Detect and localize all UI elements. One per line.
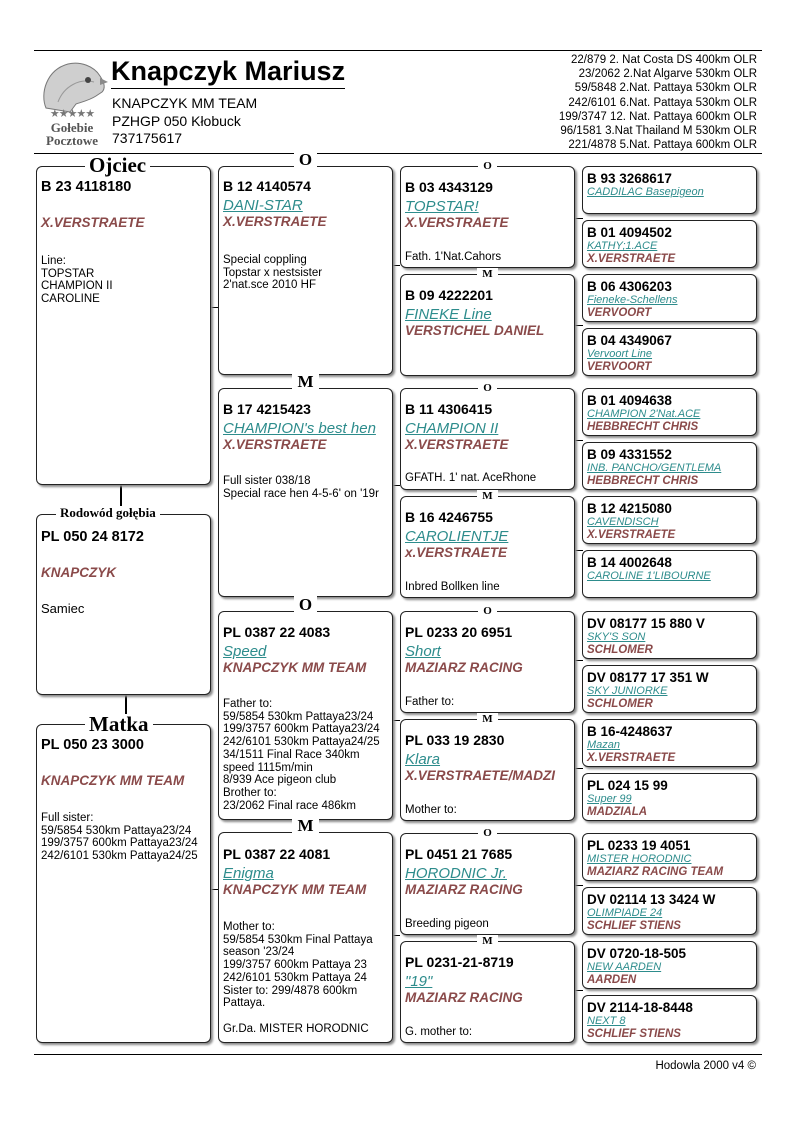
ancestor-name[interactable]: SKY JUNIORKE: [587, 685, 668, 697]
grandparent-note: Special coppling Topstar x nestsister 2'nat.sce 2010 HF: [223, 254, 323, 292]
ancestor-name[interactable]: Vervoort Line: [587, 348, 653, 360]
great-grandparent-ring: B 03 4343129: [405, 179, 493, 195]
ancestor-breeder: SCHLOMER: [587, 698, 653, 710]
ancestor-name[interactable]: NEW AARDEN: [587, 961, 662, 973]
father-label: Ojciec: [85, 155, 150, 176]
great-grandparent-breeder: X.VERSTRAETE/MADZI: [405, 768, 556, 783]
ancestor-name[interactable]: INB. PANCHO/GENTLEMA: [587, 462, 722, 474]
ancestor-name[interactable]: CAROLINE 1'LIBOURNE: [587, 570, 711, 582]
ancestor-ring: B 16-4248637: [587, 724, 673, 739]
connector-line: [574, 218, 583, 219]
connector-line: [574, 660, 583, 661]
grandparent-breeder: X.VERSTRAETE: [223, 437, 327, 452]
ancestor-card[interactable]: [582, 887, 757, 935]
great-grandparent-ring: B 16 4246755: [405, 509, 493, 525]
logo-text-line1: Gołebie: [50, 120, 94, 135]
connector-line: [574, 990, 583, 991]
ancestor-breeder: VERVOORT: [587, 307, 652, 319]
great-grandparent-name[interactable]: Short: [405, 643, 441, 660]
great-grandparent-note: Father to:: [405, 696, 455, 708]
ancestor-ring: B 01 4094502: [587, 225, 672, 240]
ancestor-ring: DV 02114 13 3424 W: [587, 892, 716, 907]
great-grandparent-name[interactable]: FINEKE Line: [405, 306, 492, 323]
great-grandparent-name[interactable]: CHAMPION II: [405, 420, 499, 437]
result-line: 59/5848 2.Nat. Pattaya 530km OLR: [574, 82, 757, 95]
ancestor-name[interactable]: MISTER HORODNIC: [587, 853, 692, 865]
grandparent-name[interactable]: Enigma: [223, 865, 274, 882]
great-grandparent-ring: B 09 4222201: [405, 287, 493, 303]
father-note: Line: TOPSTAR CHAMPION II CAROLINE: [41, 255, 113, 306]
great-grandparent-breeder: x.VERSTRAETE: [405, 545, 508, 560]
connector-line: [392, 720, 400, 721]
great-grandparent-note: Mother to:: [405, 804, 457, 816]
great-grandparent-card[interactable]: [400, 382, 575, 490]
logo-text-line2: Pocztowe: [46, 133, 98, 148]
ancestor-ring: DV 2114-18-8448: [587, 1000, 693, 1015]
ancestor-name[interactable]: Fieneke-Schellens: [587, 294, 678, 306]
ancestor-name[interactable]: Super 99: [587, 793, 632, 805]
results-list: [559, 53, 757, 152]
ancestor-card[interactable]: [582, 166, 757, 214]
great-grandparent-note: Inbred Bollken line: [405, 581, 500, 593]
phone-number: 737175617: [112, 130, 183, 146]
ancestor-ring: PL 0233 19 4051: [587, 838, 691, 853]
ancestor-ring: DV 0720-18-505: [587, 946, 687, 961]
ancestor-ring: B 93 3268617: [587, 171, 672, 186]
ancestor-name[interactable]: OLIMPIADE 24: [587, 907, 663, 919]
mother-label: Matka: [85, 714, 153, 735]
great-grandparent-card[interactable]: [400, 268, 575, 376]
ancestor-card[interactable]: [582, 220, 757, 268]
grandparent-card[interactable]: [218, 150, 393, 375]
ancestor-breeder: X.VERSTRAETE: [587, 752, 676, 764]
sex-label: M: [477, 935, 497, 947]
mother-card[interactable]: [36, 724, 211, 1043]
grandparent-card[interactable]: [218, 595, 393, 820]
great-grandparent-card[interactable]: [400, 935, 575, 1043]
subject-card[interactable]: [36, 514, 211, 695]
connector-line: [574, 885, 583, 886]
grandparent-note: Full sister 038/18 Special race hen 4-5-6' on '19r: [223, 475, 379, 500]
club-name: PZHGP 050 Kłobuck: [112, 113, 241, 129]
ancestor-card[interactable]: [582, 550, 757, 598]
grandparent-breeder: KNAPCZYK MM TEAM: [223, 882, 367, 897]
sex-label: O: [478, 605, 497, 617]
father-ring: B 23 4118180: [41, 179, 132, 195]
result-line: 96/1581 3.Nat Thailand M 530km OLR: [560, 125, 757, 138]
sex-label: M: [292, 372, 318, 391]
subject-breeder: KNAPCZYK: [41, 565, 117, 580]
ancestor-ring: B 06 4306203: [587, 279, 672, 294]
ancestor-ring: DV 08177 17 351 W: [587, 670, 709, 685]
great-grandparent-breeder: X.VERSTRAETE: [405, 215, 509, 230]
grandparent-name[interactable]: CHAMPION's best hen: [223, 420, 376, 437]
ancestor-name[interactable]: SKY'S SON: [587, 631, 646, 643]
connector-line: [574, 550, 583, 551]
ancestor-ring: DV 08177 15 880 V: [587, 616, 705, 631]
ancestor-card[interactable]: [582, 773, 757, 821]
sex-label: M: [477, 268, 497, 280]
connector-line: [574, 325, 583, 326]
great-grandparent-breeder: MAZIARZ RACING: [405, 990, 523, 1005]
ancestor-breeder: X.VERSTRAETE: [587, 253, 676, 265]
grandparent-ring: B 17 4215423: [223, 401, 311, 417]
subject-ring: PL 050 24 8172: [41, 529, 144, 545]
ancestor-breeder: HEBBRECHT CHRIS: [587, 421, 699, 433]
grandparent-ring: PL 0387 22 4081: [223, 846, 331, 862]
grandparent-note: Father to: 59/5854 530km Pattaya23/24 199/3757 600km Pattaya23/24 242/6101 530km Pattaya24/25 34/1511 Final Race 340km speed 1115m/min 8/939 Ace pigeon club Brother to: 23/2062 Final race 486km: [223, 698, 380, 812]
sex-label: O: [478, 827, 497, 839]
sex-label: O: [478, 382, 497, 394]
great-grandparent-breeder: MAZIARZ RACING: [405, 660, 523, 675]
connector-line: [392, 935, 400, 936]
connector-line: [574, 768, 583, 769]
ancestor-card[interactable]: [582, 665, 757, 713]
sex-label: M: [477, 490, 497, 502]
grandparent-name[interactable]: DANI-STAR: [223, 197, 303, 214]
great-grandparent-name[interactable]: Klara: [405, 751, 441, 768]
grandparent-ring: B 12 4140574: [223, 178, 311, 194]
ancestor-card[interactable]: [582, 941, 757, 989]
result-line: 199/3747 12. Nat. Pattaya 600km OLR: [558, 110, 757, 123]
great-grandparent-ring: B 11 4306415: [405, 401, 493, 417]
connector-line: [574, 440, 583, 441]
subject-sex: Samiec: [41, 601, 85, 616]
great-grandparent-card[interactable]: [400, 713, 575, 821]
grandparent-breeder: KNAPCZYK MM TEAM: [223, 660, 367, 675]
great-grandparent-card[interactable]: [400, 605, 575, 713]
great-grandparent-name[interactable]: CAROLIENTJE: [405, 528, 509, 545]
ancestor-breeder: SCHLOMER: [587, 644, 653, 656]
grandparent-ring: PL 0387 22 4083: [223, 624, 331, 640]
ancestor-name[interactable]: Mazan: [587, 739, 621, 751]
mother-ring: PL 050 23 3000: [41, 737, 144, 753]
ancestor-card[interactable]: [582, 274, 757, 322]
grandparent-note: Mother to: 59/5854 530km Final Pattaya season '23/24 199/3757 600km Pattaya 23 242/6101 530km Pattaya 24 Sister to: 299/4878 600km Pattaya. Gr.Da. MISTER HORODNIC: [223, 921, 373, 1035]
owner-name: Knapczyk Mariusz: [111, 56, 345, 89]
ancestor-breeder: MADZIALA: [587, 806, 648, 818]
pigeon-logo-icon: [36, 56, 108, 148]
sex-label: M: [292, 816, 318, 835]
great-grandparent-note: Breeding pigeon: [405, 918, 489, 930]
ancestor-name[interactable]: CHAMPION 2'Nat.ACE: [587, 408, 701, 420]
ancestor-card[interactable]: [582, 328, 757, 376]
great-grandparent-card[interactable]: [400, 490, 575, 598]
sex-label: M: [477, 713, 497, 725]
footer-rule: [34, 1054, 762, 1055]
ancestor-ring: B 01 4094638: [587, 393, 672, 408]
ancestor-ring: B 04 4349067: [587, 333, 672, 348]
sex-label: O: [478, 160, 497, 172]
grandparent-breeder: X.VERSTRAETE: [223, 214, 327, 229]
ancestor-card[interactable]: [582, 388, 757, 436]
father-card[interactable]: [36, 166, 211, 485]
grandparent-card[interactable]: [218, 816, 393, 1043]
ancestor-card[interactable]: [582, 442, 757, 490]
result-line: 242/6101 6.Nat. Pattaya 530km OLR: [568, 96, 757, 109]
ancestor-card[interactable]: [582, 719, 757, 767]
great-grandparent-note: GFATH. 1' nat. AceRhone: [405, 472, 537, 484]
ancestor-ring: B 14 4002648: [587, 555, 672, 570]
ancestor-ring: PL 024 15 99: [587, 778, 668, 793]
sex-label: O: [294, 150, 317, 169]
footer-credit: Hodowla 2000 v4 ©: [655, 1060, 756, 1072]
great-grandparent-card[interactable]: [400, 160, 575, 268]
ancestor-ring: B 12 4215080: [587, 501, 672, 516]
great-grandparent-name[interactable]: "19": [405, 973, 433, 990]
ancestor-name[interactable]: NEXT 8: [587, 1015, 626, 1027]
sex-label: O: [294, 595, 317, 614]
ancestor-breeder: HEBBRECHT CHRIS: [587, 475, 699, 487]
ancestor-ring: B 09 4331552: [587, 447, 672, 462]
great-grandparent-ring: PL 0233 20 6951: [405, 624, 513, 640]
ancestor-name[interactable]: CAVENDISCH: [587, 516, 659, 528]
father-breeder: X.VERSTRAETE: [41, 215, 145, 230]
great-grandparent-ring: PL 0451 21 7685: [405, 846, 513, 862]
great-grandparent-name[interactable]: HORODNIC Jr.: [405, 865, 507, 882]
ancestor-card[interactable]: [582, 995, 757, 1043]
logo-stars: ★★★★★: [49, 108, 95, 120]
header-top-rule: [34, 50, 762, 51]
great-grandparent-card[interactable]: [400, 827, 575, 935]
ancestor-card[interactable]: [582, 496, 757, 544]
ancestor-breeder: X.VERSTRAETE: [587, 529, 676, 541]
ancestor-name[interactable]: CADDILAC Basepigeon: [587, 186, 704, 198]
ancestor-card[interactable]: [582, 833, 757, 881]
connector-line: [392, 485, 400, 486]
great-grandparent-name[interactable]: TOPSTAR!: [405, 198, 479, 215]
ancestor-card[interactable]: [582, 611, 757, 659]
grandparent-name[interactable]: Speed: [223, 643, 267, 660]
mother-breeder: KNAPCZYK MM TEAM: [41, 773, 185, 788]
grandparent-card[interactable]: [218, 372, 393, 597]
great-grandparent-note: G. mother to:: [405, 1026, 473, 1038]
great-grandparent-breeder: MAZIARZ RACING: [405, 882, 523, 897]
ancestor-name[interactable]: KATHY;1.ACE: [587, 240, 658, 252]
ancestor-breeder: SCHLIEF STIENS: [587, 1028, 681, 1040]
great-grandparent-ring: PL 033 19 2830: [405, 732, 505, 748]
ancestor-breeder: AARDEN: [587, 974, 637, 986]
connector-line: [392, 265, 400, 266]
great-grandparent-breeder: VERSTICHEL DANIEL: [405, 323, 545, 338]
great-grandparent-breeder: X.VERSTRAETE: [405, 437, 509, 452]
result-line: 22/879 2. Nat Costa DS 400km OLR: [570, 54, 757, 66]
team-name: KNAPCZYK MM TEAM: [112, 95, 258, 111]
pedigree-label: Rodowód gołębia: [56, 506, 160, 519]
great-grandparent-ring: PL 0231-21-8719: [405, 954, 514, 970]
mother-note: Full sister: 59/5854 530km Pattaya23/24 199/3757 600km Pattaya23/24 242/6101 530km Pattaya24/25: [41, 812, 198, 863]
ancestor-breeder: SCHLIEF STIENS: [587, 920, 681, 932]
great-grandparent-note: Fath. 1'Nat.Cahors: [405, 251, 502, 263]
ancestor-breeder: MAZIARZ RACING TEAM: [587, 866, 724, 878]
ancestor-breeder: VERVOORT: [587, 361, 652, 373]
result-line: 221/4878 5.Nat. Pattaya 600km OLR: [568, 139, 757, 152]
result-line: 23/2062 2.Nat Algarve 530km OLR: [578, 68, 757, 81]
